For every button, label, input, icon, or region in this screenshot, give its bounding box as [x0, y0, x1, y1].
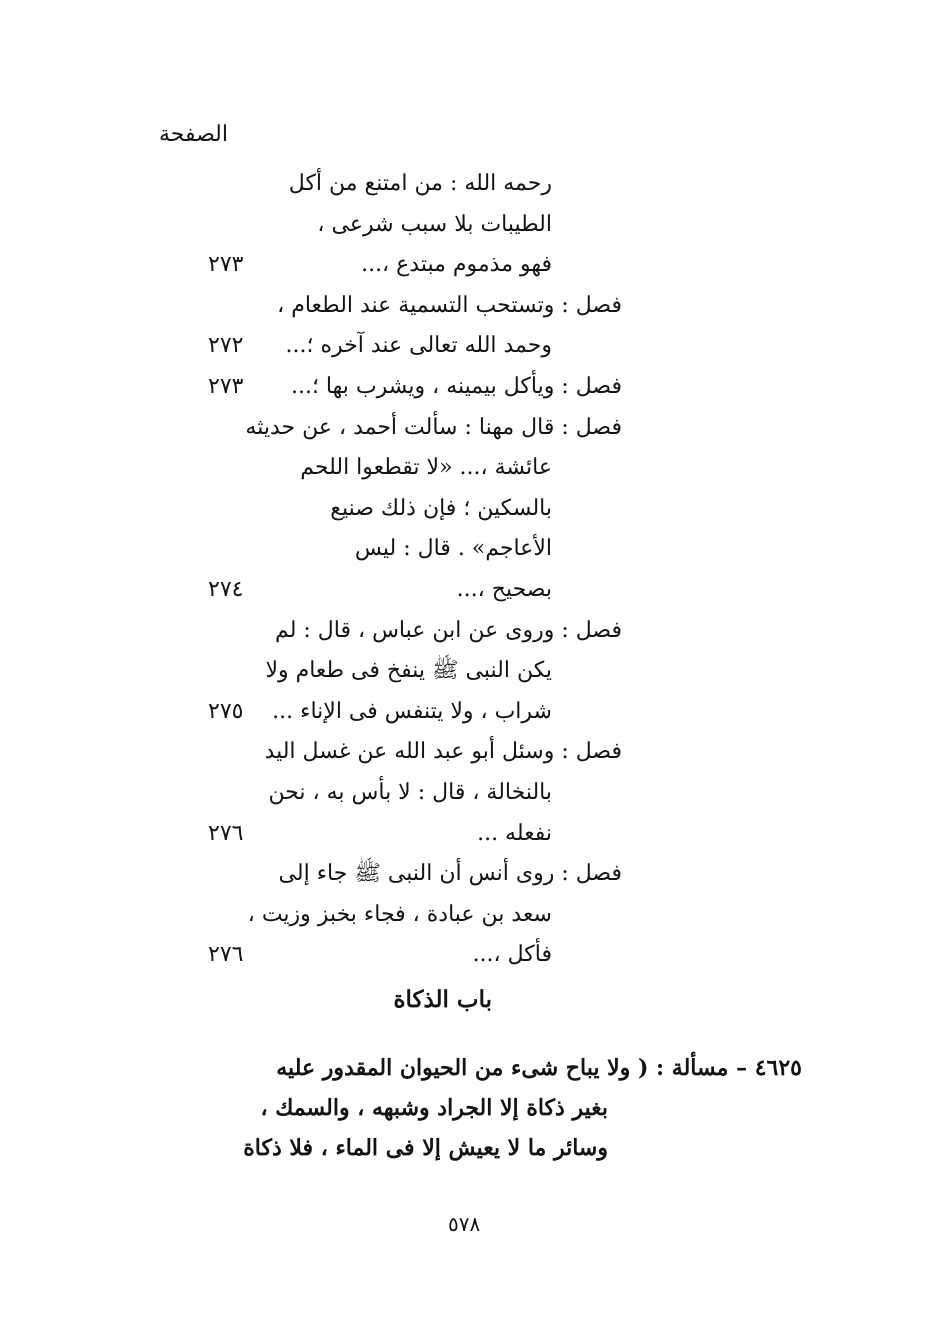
toc-entry-text: سعد بن عبادة ، فجاء بخبز وزيت ، [247, 901, 552, 927]
toc-line [0, 164, 942, 204]
toc-line [0, 895, 942, 935]
toc-line [0, 773, 942, 813]
section-title: باب الذكاة [393, 986, 492, 1013]
toc-line [0, 814, 942, 854]
toc-entry-text: فصل : وتستحب التسمية عند الطعام ، [277, 292, 622, 318]
toc-page-number: ٢٧٦ [208, 820, 244, 846]
toc-entry-text: فأكل ،... [472, 942, 552, 968]
toc-line [0, 367, 942, 407]
toc-page-number: ٢٧٢ [208, 333, 244, 359]
toc-line [0, 732, 942, 772]
toc-entry-text: يكن النبى ﷺ ينفخ فى طعام ولا [265, 658, 552, 684]
toc-entry-text: شراب ، ولا يتنفس فى الإناء ... [272, 698, 552, 724]
toc-entry-text: بالنخالة ، قال : لا بأس به ، نحن [268, 780, 552, 805]
issue-line [0, 1048, 942, 1088]
toc-line [0, 408, 942, 448]
toc-page-number: ٢٧٦ [208, 942, 244, 968]
toc-entry-text: فصل : وروى عن ابن عباس ، قال : لم [275, 617, 622, 643]
toc-entry-text: وحمد الله تعالى عند آخره ؛... [285, 333, 552, 359]
page-number: ٥٧٨ [448, 1212, 481, 1236]
toc-entry-text: عائشة ،... «لا تقطعوا اللحم [300, 455, 552, 481]
toc-page-number: ٢٧٤ [208, 577, 244, 602]
toc-entry-text: الأعاجم» . قال : ليس [354, 536, 552, 562]
toc-entry-text: فصل : ويأكل بيمينه ، ويشرب بها ؛... [290, 374, 622, 399]
toc-entry-text: بصحيح ،... [456, 577, 552, 602]
toc-entry-text: رحمه الله : من امتنع من أكل [288, 171, 552, 196]
toc-entry-text: فصل : وسئل أبو عبد الله عن غسل اليد [264, 739, 622, 765]
page-column-header: الصفحة [158, 122, 228, 147]
toc-entry-text: بالسكين ؛ فإن ذلك صنيع [330, 495, 552, 521]
toc-line [0, 651, 942, 691]
issue-line [0, 1128, 942, 1168]
toc-entry-text: الطيبات بلا سبب شرعى ، [317, 211, 552, 237]
issue-line-text: ٤٦٢٥ – مسألة : ( ولا يباح شىء من الحيوان المقدور عليه [276, 1055, 802, 1081]
toc-line [0, 286, 942, 326]
toc-line [0, 448, 942, 488]
toc-page-number: ٢٧٣ [208, 374, 244, 399]
toc-entry-text: نفعله ... [477, 820, 552, 846]
toc-line [0, 529, 942, 569]
issue-line-text: بغير ذكاة إلا الجراد وشبهه ، والسمك ، [260, 1095, 608, 1121]
issue-line-text: وسائر ما لا يعيش إلا فى الماء ، فلا ذكاة [243, 1135, 608, 1161]
toc-entry-text: فهو مذموم مبتدع ،... [361, 252, 552, 278]
toc-line [0, 205, 942, 245]
toc-line [0, 326, 942, 366]
toc-entry-text: فصل : روى أنس أن النبى ﷺ جاء إلى [278, 861, 622, 887]
toc-entry-text: فصل : قال مهنا : سألت أحمد ، عن حديثه [245, 414, 622, 440]
toc-page-number: ٢٧٥ [208, 698, 244, 724]
issue-line [0, 1088, 942, 1128]
toc-line [0, 692, 942, 732]
toc-page-number: ٢٧٣ [208, 252, 244, 278]
toc-line [0, 570, 942, 610]
toc-line [0, 489, 942, 529]
toc-line [0, 611, 942, 651]
toc-line [0, 854, 942, 894]
toc-line [0, 245, 942, 285]
toc-line [0, 935, 942, 975]
